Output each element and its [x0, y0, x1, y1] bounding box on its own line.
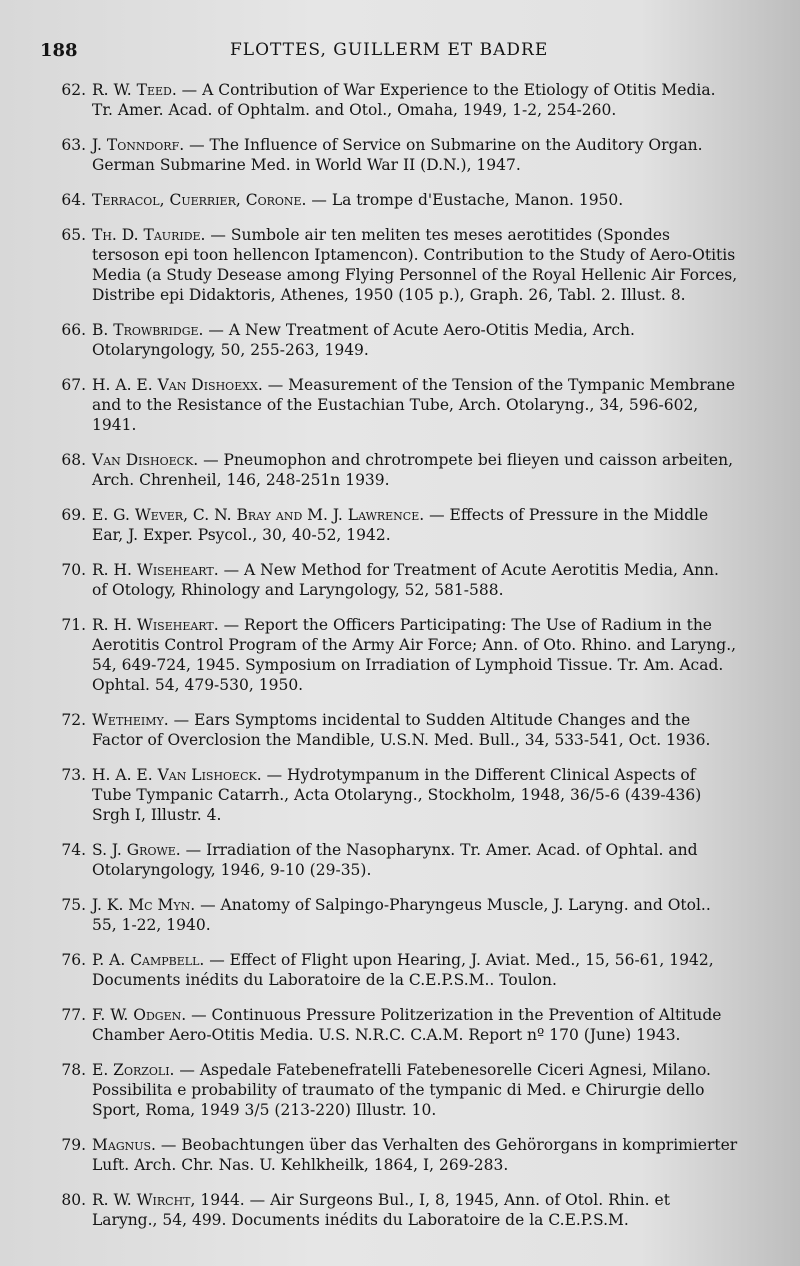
reference-author: H. A. E. Van Lishoeck. — [92, 766, 262, 784]
reference-text: — Hydrotympanum in the Different Clinical Aspects of Tube Tympanic Catarrh., Acta Otolaryng., Stockholm, 1948, 36/5-6 (439-436) Srgh I, Illustr. 4. — [92, 766, 702, 824]
reference-text: — Sumbole air ten meliten tes meses aerotitides (Spondes tersoson epi toon hellencon Iptamencon). Contribution to the Study of Aero-Otitis Media (a Study Desease among Flying Personnel of the Royal Hellenic Air Forces, Distribe epi Didaktoris, Athenes, 1950 (105 p.), Graph. 26, Tabl. 2. Illust. 8. — [92, 226, 738, 304]
reference-number: 65. — [61, 226, 86, 244]
reference-item — [40, 135, 738, 175]
reference-author: Magnus. — [92, 1136, 156, 1154]
reference-text: — Pneumophon and chrotrompete bei flieyen und caisson arbeiten, Arch. Chrenheil, 146, 248-251n 1939. — [92, 451, 734, 489]
reference-text: — Effect of Flight upon Hearing, J. Aviat. Med., 15, 56-61, 1942, Documents inédits du Laboratoire de la C.E.P.S.M.. Toulon. — [92, 951, 714, 989]
reference-item — [40, 840, 738, 880]
reference-author: R. H. Wiseheart. — [92, 561, 219, 579]
reference-number: 62. — [61, 81, 86, 99]
reference-item — [40, 765, 738, 825]
reference-item — [40, 225, 738, 305]
running-head: FLOTTES, GUILLERM ET BADRE — [230, 40, 549, 60]
reference-number: 80. — [61, 1191, 86, 1209]
reference-text: — Anatomy of Salpingo-Pharyngeus Muscle, J. Laryng. and Otol.. 55, 1-22, 1940. — [92, 896, 711, 934]
reference-item — [40, 615, 738, 695]
reference-number: 68. — [61, 451, 86, 469]
reference-number: 78. — [61, 1061, 86, 1079]
reference-item — [40, 375, 738, 435]
reference-text: — Continuous Pressure Politzerization in the Prevention of Altitude Chamber Aero-Otitis Media. U.S. N.R.C. C.A.M. Report nº 170 (June) 1943. — [92, 1006, 722, 1044]
reference-author: S. J. Growe. — [92, 841, 181, 859]
reference-author: F. W. Odgen. — [92, 1006, 187, 1024]
reference-text: — La trompe d'Eustache, Manon. 1950. — [306, 191, 624, 209]
reference-number: 73. — [61, 766, 86, 784]
reference-text: — The Influence of Service on Submarine on the Auditory Organ. German Submarine Med. in World War II (D.N.), 1947. — [92, 136, 703, 174]
reference-author: R. H. Wiseheart. — [92, 616, 219, 634]
reference-item — [40, 950, 738, 990]
reference-number: 71. — [61, 616, 86, 634]
reference-author: E. G. Wever, C. N. Bray and M. J. Lawrence. — [92, 506, 425, 524]
page-header — [40, 40, 760, 64]
reference-text: — A New Treatment of Acute Aero-Otitis Media, Arch. Otolaryngology, 50, 255-263, 1949. — [92, 321, 635, 359]
reference-author: Wetheimy. — [92, 711, 169, 729]
reference-number: 70. — [61, 561, 86, 579]
reference-item — [40, 190, 738, 210]
reference-text: — Air Surgeons Bul., I, 8, 1945, Ann. of Otol. Rhin. et Laryng., 54, 499. Documents inédits du Laboratoire de la C.E.P.S.M. — [92, 1191, 670, 1229]
reference-text: — Irradiation of the Nasopharynx. Tr. Amer. Acad. of Ophtal. and Otolaryngology, 1946, 9-10 (29-35). — [92, 841, 698, 879]
reference-item — [40, 1005, 738, 1045]
reference-author: H. A. E. Van Dishoexx. — [92, 376, 263, 394]
reference-author: Terracol, Cuerrier, Corone. — [92, 191, 307, 209]
page-number: 188 — [40, 40, 78, 61]
reference-number: 75. — [61, 896, 86, 914]
reference-item — [40, 710, 738, 750]
reference-author: P. A. Campbell. — [92, 951, 205, 969]
reference-item — [40, 505, 738, 545]
reference-number: 63. — [61, 136, 86, 154]
reference-number: 74. — [61, 841, 86, 859]
reference-text: — Effects of Pressure in the Middle Ear, J. Exper. Psycol., 30, 40-52, 1942. — [92, 506, 709, 544]
reference-text: — A Contribution of War Experience to the Etiology of Otitis Media. Tr. Amer. Acad. of Ophtalm. and Otol., Omaha, 1949, 1-2, 254-260. — [92, 81, 716, 119]
reference-author: R. W. Teed. — [92, 81, 177, 99]
reference-text: — Ears Symptoms incidental to Sudden Altitude Changes and the Factor of Overclosion the Mandible, U.S.N. Med. Bull., 34, 533-541, Oct. 1936. — [92, 711, 711, 749]
reference-item — [40, 560, 738, 600]
reference-number: 77. — [61, 1006, 86, 1024]
reference-author: Van Dishoeck. — [92, 451, 199, 469]
reference-text: — Aspedale Fatebenefratelli Fatebenesorelle Ciceri Agnesi, Milano. Possibilita e probability of traumato of the tympanic di Med. e Chirurgie dello Sport, Roma, 1949 3/5 (213-220) Illustr. 10. — [92, 1061, 711, 1119]
reference-text: — Beobachtungen über das Verhalten des Gehörorgans in komprimierter Luft. Arch. Chr. Nas. U. Kehlkheilk, 1864, I, 269-283. — [92, 1136, 738, 1174]
reference-item — [40, 80, 738, 120]
reference-number: 72. — [61, 711, 86, 729]
reference-author: J. K. Mc Myn. — [92, 896, 196, 914]
reference-number: 69. — [61, 506, 86, 524]
reference-number: 66. — [61, 321, 86, 339]
reference-author: B. Trowbridge. — [92, 321, 204, 339]
reference-number: 64. — [61, 191, 86, 209]
reference-item — [40, 1190, 738, 1230]
reference-item — [40, 895, 738, 935]
reference-author: Th. D. Tauride. — [92, 226, 206, 244]
reference-text: — Report the Officers Participating: The Use of Radium in the Aerotitis Control Program of the Army Air Force; Ann. of Oto. Rhino. and Laryng., 54, 649-724, 1945. Symposium on Irradiation of Lymphoid Tissue. Tr. Am. Acad. Ophtal. 54, 479-530, 1950. — [92, 616, 737, 694]
reference-number: 76. — [61, 951, 86, 969]
reference-author: J. Tonndorf. — [92, 136, 185, 154]
reference-text: — A New Method for Treatment of Acute Aerotitis Media, Ann. of Otology, Rhinology and Laryngology, 52, 581-588. — [92, 561, 719, 599]
reference-list — [40, 80, 738, 1245]
reference-item — [40, 450, 738, 490]
reference-item — [40, 1060, 738, 1120]
reference-text: — Measurement of the Tension of the Tympanic Membrane and to the Resistance of the Eustachian Tube, Arch. Otolaryng., 34, 596-602, 1941. — [92, 376, 736, 434]
reference-number: 79. — [61, 1136, 86, 1154]
reference-number: 67. — [61, 376, 86, 394]
reference-author: R. W. Wircht, 1944. — [92, 1191, 245, 1209]
reference-item — [40, 1135, 738, 1175]
reference-author: E. Zorzoli. — [92, 1061, 175, 1079]
reference-item — [40, 320, 738, 360]
